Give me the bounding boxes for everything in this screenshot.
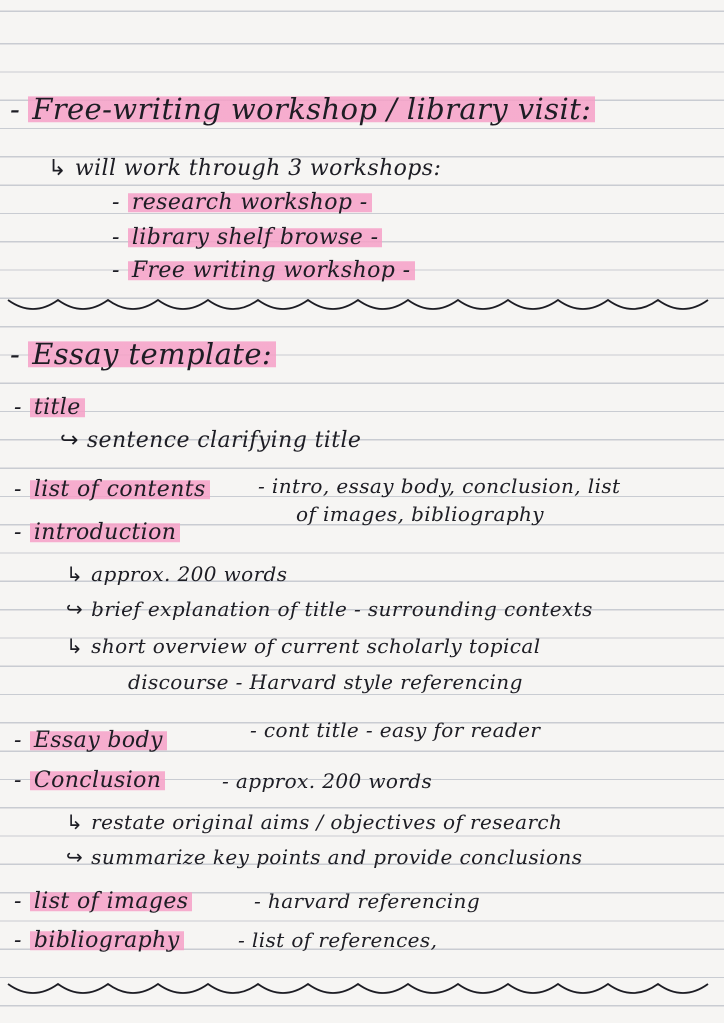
dash: - [14,395,22,420]
intro-note-4: discourse - Harvard style referencing [128,670,523,694]
workshop-item-3: Free writing workshop - [128,258,415,283]
introduction-row [14,520,180,545]
heading-workshop: Free-writing workshop / library visit: [28,92,595,126]
wavy-divider [0,288,724,318]
hook-arrow-icon: ↪ [66,845,84,869]
contents-note-1: - intro, essay body, conclusion, list [258,474,621,498]
dash: - [10,92,21,126]
title-row [14,395,85,420]
hook-arrow-icon: ↪ [60,428,79,453]
conclusion-note-row [66,845,582,869]
item-bibliography: bibliography [30,928,184,953]
dash: - [14,889,22,914]
intro-note-row [66,562,287,586]
wavy-divider [0,972,724,1002]
dash: - [112,258,120,283]
heading-row [10,337,276,371]
intro-note-row [66,634,541,658]
workshop-row [112,225,382,250]
hook-arrow-icon: ↳ [66,634,84,658]
intro-note-1: approx. 200 words [91,562,288,586]
dash: - [112,190,120,215]
dash: - [112,225,120,250]
dash: - [14,768,22,793]
conclusion-note-2: summarize key points and provide conclusions [91,845,583,869]
item-list-of-contents: list of contents [30,477,210,502]
dash: - [14,928,22,953]
workshop-item-1: research workshop - [128,190,372,215]
hook-arrow-icon: ↳ [66,562,84,586]
hook-arrow-icon: ↳ [48,156,67,181]
item-essay-body: Essay body [30,728,167,753]
workshop-row [112,258,415,283]
intro-note-2: brief explanation of title - surrounding contexts [91,597,593,621]
conclusion-row [14,768,165,793]
item-introduction: introduction [30,520,180,545]
images-note: - harvard referencing [254,889,481,913]
hook-arrow-icon: ↪ [66,597,84,621]
conclusion-note-1: restate original aims / objectives of research [91,810,563,834]
heading-row [10,92,595,126]
dash: - [14,728,22,753]
workshop-item-2: library shelf browse - [128,225,383,250]
bibliography-row [14,928,184,953]
item-conclusion: Conclusion [30,768,166,793]
dash: - [10,337,21,371]
dash: - [14,520,22,545]
conclusion-note-row [66,810,562,834]
conclusion-note: - approx. 200 words [222,769,433,793]
item-title: title [30,395,85,420]
intro-note-row [66,597,593,621]
essay-body-note: - cont title - easy for reader [250,718,541,742]
title-note-row [60,428,361,453]
hook-arrow-icon: ↳ [66,810,84,834]
heading-essay-template: Essay template: [28,337,276,371]
title-note: sentence clarifying title [86,428,362,453]
essay-body-row [14,728,167,753]
item-list-of-images: list of images [30,889,193,914]
intro-line-row [48,156,441,181]
contents-row [14,477,210,502]
images-row [14,889,192,914]
intro-line: will work through 3 workshops: [74,156,442,181]
workshop-row [112,190,372,215]
contents-note-2: of images, bibliography [296,502,545,526]
bibliography-note: - list of references, [238,928,438,952]
intro-note-3: short overview of current scholarly topical [91,634,541,658]
dash: - [14,477,22,502]
